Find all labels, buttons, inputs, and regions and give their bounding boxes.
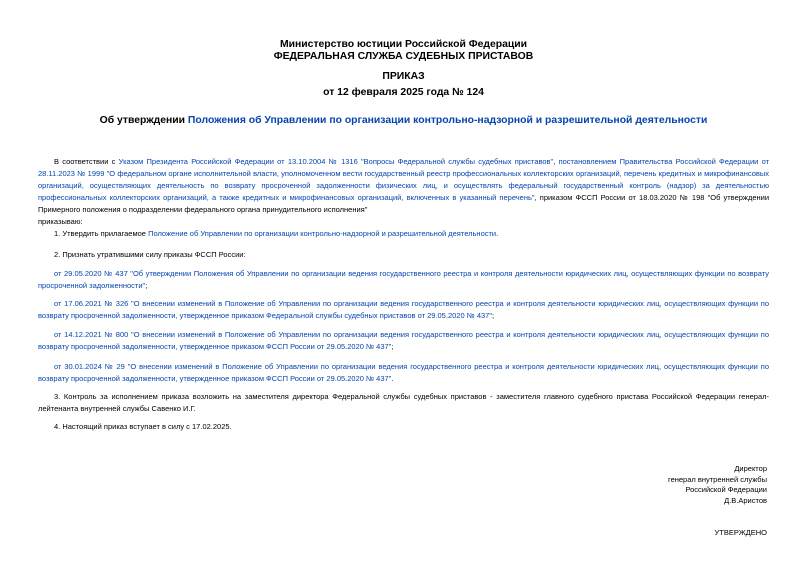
preamble-text-1: В соответствии с: [54, 157, 119, 166]
revoked-order-2-link[interactable]: от 17.06.2021 № 326 "О внесении изменений в Положение об Управлении по организации ведения государственного реестра и контроля деятельности юридических лиц, осуществляющих функции по возврату просроченной задолженности, утвержденное приказом Федеральной службы судебных приставов от 29.05.2020 № 437": [38, 299, 769, 320]
document-type: ПРИКАЗ: [382, 71, 425, 82]
title-prefix: Об утверждении: [99, 115, 188, 126]
item-1-text: 1. Утвердить прилагаемое: [54, 229, 149, 238]
item-1: [38, 228, 769, 240]
revoked-order-3-link[interactable]: от 14.12.2021 № 800 "О внесении изменений в Положение об Управлении по организации ведения государственного реестра и контроля деятельности юридических лиц, осуществляющих функции по возврату просроченной задолженности, утвержденное приказом ФССП России от 29.05.2020 № 437": [38, 330, 769, 351]
revoked-order-4-link[interactable]: от 30.01.2024 № 29 "О внесении изменений в Положение об Управлении по организации ведения государственного реестра и контроля деятельности юридических лиц, осуществляющих функции по возврату просроченной задолженности, утвержденное приказом ФССП России от 29.05.2020 № 437": [38, 362, 769, 383]
item-2: 2. Признать утратившими силу приказы ФССП России:: [54, 250, 246, 259]
preamble-text-3: , приказом ФССП России от 18.03.2020 № 198 "Об утверждении Примерного положения о подразделении федерального органа принудительного исполнения": [38, 193, 770, 214]
preamble-paragraph: [38, 156, 769, 216]
signature-line-1: Директор: [734, 464, 767, 473]
signature-line-3: Российской Федерации: [685, 485, 767, 494]
revoked-order-4-tail: .: [391, 374, 394, 383]
approved-label: УТВЕРЖДЕНО: [714, 528, 767, 537]
order-word: приказываю:: [38, 217, 83, 226]
approved-regulation-link[interactable]: Положение об Управлении по организации контрольно-надзорной и разрешительной деятельности: [148, 229, 497, 238]
presidential-decree-link[interactable]: Указом Президента Российской Федерации от 13.10.2004 № 1316 "Вопросы Федеральной службы судебных приставов": [118, 157, 554, 166]
revoked-order-1-tail: ;: [145, 281, 148, 290]
item-3: 3. Контроль за исполнением приказа возложить на заместителя директора Федеральной службы судебных приставов - заместителя главного судебного пристава Российской Федерации генерал-лейтенанта внутренней службы Савенко И.Г.: [38, 392, 769, 413]
revoked-order-3-tail: ;: [391, 342, 394, 351]
document-date-number: от 12 февраля 2025 года № 124: [323, 87, 484, 98]
revoked-order-2-tail: ;: [492, 311, 495, 320]
item-4: 4. Настоящий приказ вступает в силу с 17.02.2025.: [54, 422, 232, 431]
document-title: [0, 115, 807, 126]
revoked-order-3: [38, 329, 769, 353]
title-regulation-link[interactable]: Положения об Управлении по организации контрольно-надзорной и разрешительной деятельности: [187, 115, 708, 126]
revoked-order-1: [38, 268, 769, 292]
signature-line-2: генерал внутренней службы: [668, 474, 767, 484]
preamble-text-2: ,: [553, 157, 559, 166]
item-1-tail: .: [496, 229, 499, 238]
ministry-name: Министерство юстиции Российской Федерации: [279, 39, 528, 50]
signature-block: [567, 464, 767, 506]
government-resolution-link[interactable]: постановлением Правительства Российской Федерации от 28.11.2023 № 1999 "О федеральном органе исполнительной власти, уполномоченном вести государственный реестр профессиональных коллекторских организаций, перечень кредитных и микрофинансовых организаций, осуществляющих деятельность по возврату просроченной задолженности физических лиц, и осуществлять федеральный государственный контроль (надзор) за деятельностью профессиональных коллекторских организаций, а также кредитных и микрофинансовых организаций, включенных в указанный перечень": [38, 157, 770, 202]
service-name: ФЕДЕРАЛЬНАЯ СЛУЖБА СУДЕБНЫХ ПРИСТАВОВ: [273, 51, 534, 62]
revoked-order-1-link[interactable]: от 29.05.2020 № 437 "Об утверждении Положения об Управлении по организации ведения государственного реестра и контроля деятельности юридических лиц, осуществляющих функции по возврату просроченной задолженности": [38, 269, 769, 290]
revoked-order-4: [38, 361, 769, 385]
signature-line-4: Д.В.Аристов: [724, 495, 767, 505]
revoked-order-2: [38, 298, 769, 322]
